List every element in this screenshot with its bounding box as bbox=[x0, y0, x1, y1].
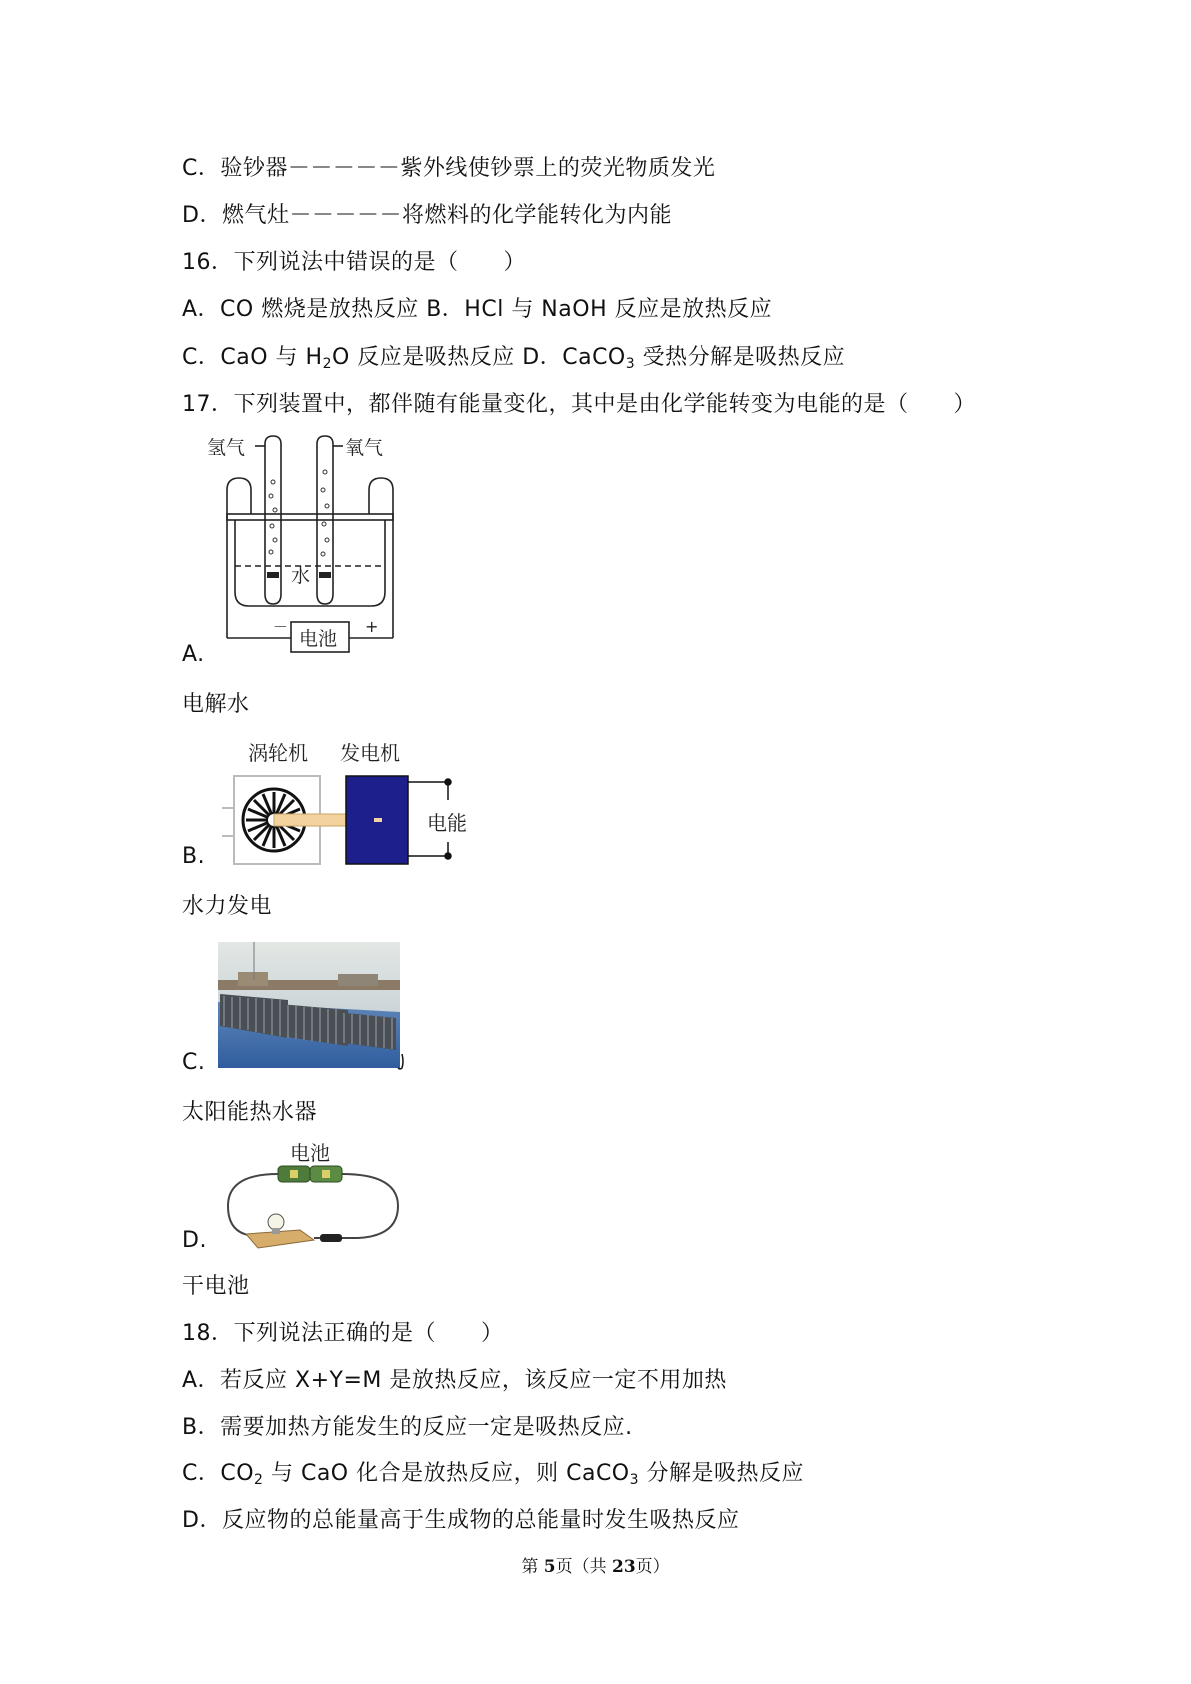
question-18-option-b: B．需要加热方能发生的反应一定是吸热反应. bbox=[182, 1415, 633, 1440]
question-16-options-cd bbox=[182, 343, 845, 379]
text-part: 受热分解是吸热反应 bbox=[635, 345, 846, 370]
text-part: 分解是吸热反应 bbox=[639, 1461, 805, 1486]
subscript: 2 bbox=[254, 1472, 264, 1488]
plus-sign: + bbox=[365, 617, 379, 636]
option-d-label: D. bbox=[182, 1228, 207, 1253]
option-c-banknote-detector: C．验钞器－－－－－紫外线使钞票上的荧光物质发光 bbox=[182, 156, 716, 181]
text-part: O 反应是吸热反应 D．CaCO bbox=[331, 345, 626, 370]
subscript: 3 bbox=[629, 1472, 640, 1488]
question-17: 17．下列装置中，都伴随有能量变化，其中是由化学能转变为电能的是（ ） bbox=[182, 392, 976, 417]
subscript: 3 bbox=[625, 356, 636, 372]
subscript: 2 bbox=[322, 356, 332, 372]
option-b-label: B. bbox=[182, 844, 206, 869]
question-16-options-ab: A．CO 燃烧是放热反应 B．HCl 与 NaOH 反应是放热反应 bbox=[182, 297, 773, 322]
footer-text: 第 bbox=[521, 1557, 544, 1577]
text-part: 与 CaO 化合是放热反应，则 CaCO bbox=[263, 1461, 630, 1486]
electrolysis-diagram bbox=[205, 432, 415, 662]
turbine-label: 涡轮机 bbox=[248, 741, 308, 765]
minus-sign: － bbox=[273, 618, 289, 636]
dry-cell-circuit-diagram bbox=[218, 1140, 408, 1255]
question-18-option-a: A．若反应 X+Y=M 是放热反应，该反应一定不用加热 bbox=[182, 1368, 727, 1393]
question-18-option-c bbox=[182, 1459, 804, 1495]
hydrogen-label: 氢气 bbox=[207, 437, 246, 459]
footer-text: 页（共 bbox=[555, 1557, 612, 1577]
page-footer bbox=[0, 1552, 1191, 1577]
option-d-gas-stove: D．燃气灶－－－－－将燃料的化学能转化为内能 bbox=[182, 203, 672, 228]
battery-label: 电池 bbox=[299, 628, 338, 650]
solar-water-heater-photo bbox=[218, 942, 408, 1072]
oxygen-label: 氧气 bbox=[345, 437, 384, 459]
option-b-caption: 水力发电 bbox=[182, 894, 273, 919]
option-a-caption: 电解水 bbox=[182, 692, 250, 717]
battery-label: 电池 bbox=[290, 1141, 330, 1165]
question-18: 18．下列说法正确的是（ ） bbox=[182, 1321, 504, 1346]
generator-label: 发电机 bbox=[340, 741, 400, 765]
footer-text: 页） bbox=[635, 1557, 670, 1577]
electric-energy-label: 电能 bbox=[427, 811, 467, 835]
option-c-caption: 太阳能热水器 bbox=[182, 1100, 318, 1125]
option-c-label: C. bbox=[182, 1050, 206, 1075]
water-label: 水 bbox=[291, 565, 311, 587]
text-part: C．CO bbox=[182, 1461, 255, 1486]
text-part: C．CaO 与 H bbox=[182, 345, 323, 370]
question-16: 16．下列说法中错误的是（ ） bbox=[182, 250, 526, 275]
total-pages: 23 bbox=[611, 1557, 636, 1577]
option-d-caption: 干电池 bbox=[182, 1274, 250, 1299]
question-18-option-d: D．反应物的总能量高于生成物的总能量时发生吸热反应 bbox=[182, 1508, 740, 1533]
hydro-power-diagram bbox=[222, 738, 482, 868]
page-number: 5 bbox=[543, 1557, 556, 1577]
option-a-label: A. bbox=[182, 642, 205, 667]
